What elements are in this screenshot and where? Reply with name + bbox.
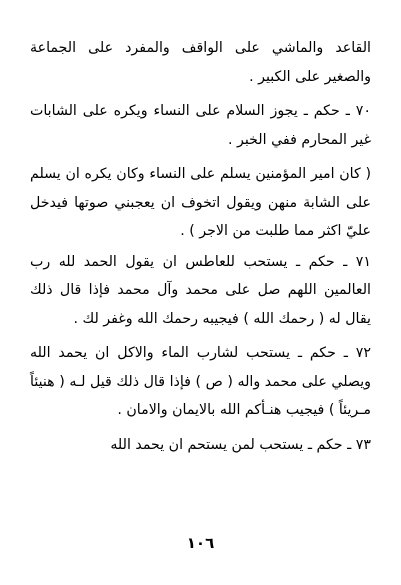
paragraph-rule-71: ٧١ ـ حكم ـ يستحب للعاطس ان يقول الحمد لله رب العالمين اللهم صل على محمد وآل محمد فإذا قال ذلك يقال له ( رحمك الله ) فيجيبه رحمك الله وغفر لك . (30, 253, 371, 327)
paragraph-rule-70: ٧٠ ـ حكم ـ يجوز السلام على النساء ويكره على الشابات غير المحارم ففي الخبر . (30, 103, 371, 148)
paragraph-rule-73: ٧٣ ـ حكم ـ يستحب لمن يستحم ان يحمد الله (110, 436, 371, 453)
page-number: ١٠٦ (186, 534, 215, 552)
paragraph-rule-72: ٧٢ ـ حكم ـ يستحب لشارب الماء والاكل ان يحمد الله ويصلي على محمد واله ( ص ) فإذا قال ذلك قيل لـه ( هنيئاً مـريئاً ) فيجيب هنـأكم الله بالايمان والامان . (30, 345, 371, 418)
paragraph-continuation: القاعد والماشي على الواقف والمفرد على الجماعة والصغير على الكبير . (30, 40, 371, 85)
paragraph-hadith-quote: ( كان امير المؤمنين يسلم على النساء وكان يكره ان يسلم على الشابة منهن ويقول اتخوف ان يعجبني صوتها فيدخل عليّ اكثر مما طلبت من الاجر ) . (30, 166, 371, 239)
